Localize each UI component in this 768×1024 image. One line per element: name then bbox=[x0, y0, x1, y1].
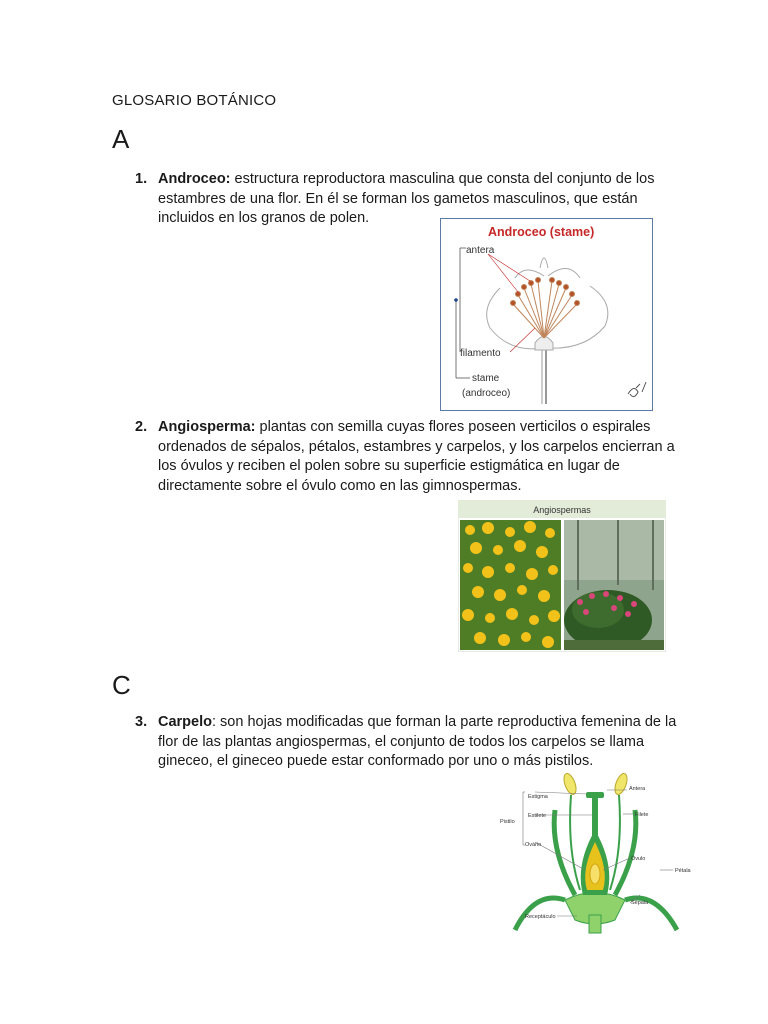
entry-number: 2. bbox=[135, 419, 148, 435]
entry-term: Carpelo bbox=[158, 714, 212, 730]
label-stame: stame bbox=[472, 373, 500, 384]
entry-term: Androceo: bbox=[158, 171, 231, 187]
label-petala: Pétala bbox=[675, 868, 691, 874]
label-receptaculo: Receptáculo bbox=[525, 914, 556, 920]
entry-definition: : son hojas modificadas que forman la parte reproductiva femenina de la flor de las plantas angiospermas, el conjunto de todos los carpelos se llama gineceo, el gineceo puede estar conformado por uno o más pistilos. bbox=[158, 714, 677, 769]
label-antera: antera bbox=[466, 245, 495, 256]
section-letter-c: C bbox=[112, 670, 131, 700]
entry-text bbox=[158, 418, 680, 496]
carpelo-diagram bbox=[495, 770, 700, 935]
label-filete: Filete bbox=[635, 812, 649, 818]
label-ovulo: Óvulo bbox=[631, 856, 646, 862]
entry-definition: estructura reproductora masculina que consta del conjunto de los estambres de una flor. En él se forman los gametos masculinos, que están incluidos en los granos de polen. bbox=[158, 171, 655, 226]
dandelion-photo bbox=[460, 520, 561, 650]
section-letter-a: A bbox=[112, 124, 130, 154]
entry-term: Angiosperma: bbox=[158, 419, 256, 435]
label-estigma: Estigma bbox=[528, 794, 548, 800]
glossary-entry-angiosperma bbox=[135, 418, 680, 496]
label-antera: Antera bbox=[629, 786, 646, 792]
angiospermas-figure-heading: Angiospermas bbox=[533, 505, 591, 515]
label-filamento: filamento bbox=[460, 348, 501, 359]
label-pistilo: Pistilo bbox=[500, 819, 515, 825]
androceo-figure-heading: Androceo (stame) bbox=[488, 225, 595, 239]
entry-text bbox=[158, 713, 680, 772]
glossary-entry-carpelo bbox=[135, 713, 680, 772]
entry-number: 1. bbox=[135, 171, 148, 187]
entry-number: 3. bbox=[135, 714, 148, 730]
label-estilete: Estilete bbox=[528, 813, 547, 819]
label-ovario: Ovário bbox=[525, 842, 542, 848]
entry-definition: plantas con semilla cuyas flores poseen verticilos o espirales ordenados de sépalos, pétalos, estambres y carpelos, y los carpelos encierran a los óvulos y reciben el polen sobre su superficie estigmática en lugar de directamente sobre el óvulo como en las gimnospermas. bbox=[158, 419, 675, 494]
document-title: GLOSARIO BOTÁNICO bbox=[112, 92, 277, 109]
label-sepala: Sépala bbox=[631, 900, 649, 906]
androceo-diagram bbox=[440, 218, 653, 411]
label-androceo: (androceo) bbox=[462, 388, 511, 399]
angiospermas-photos bbox=[458, 500, 666, 652]
